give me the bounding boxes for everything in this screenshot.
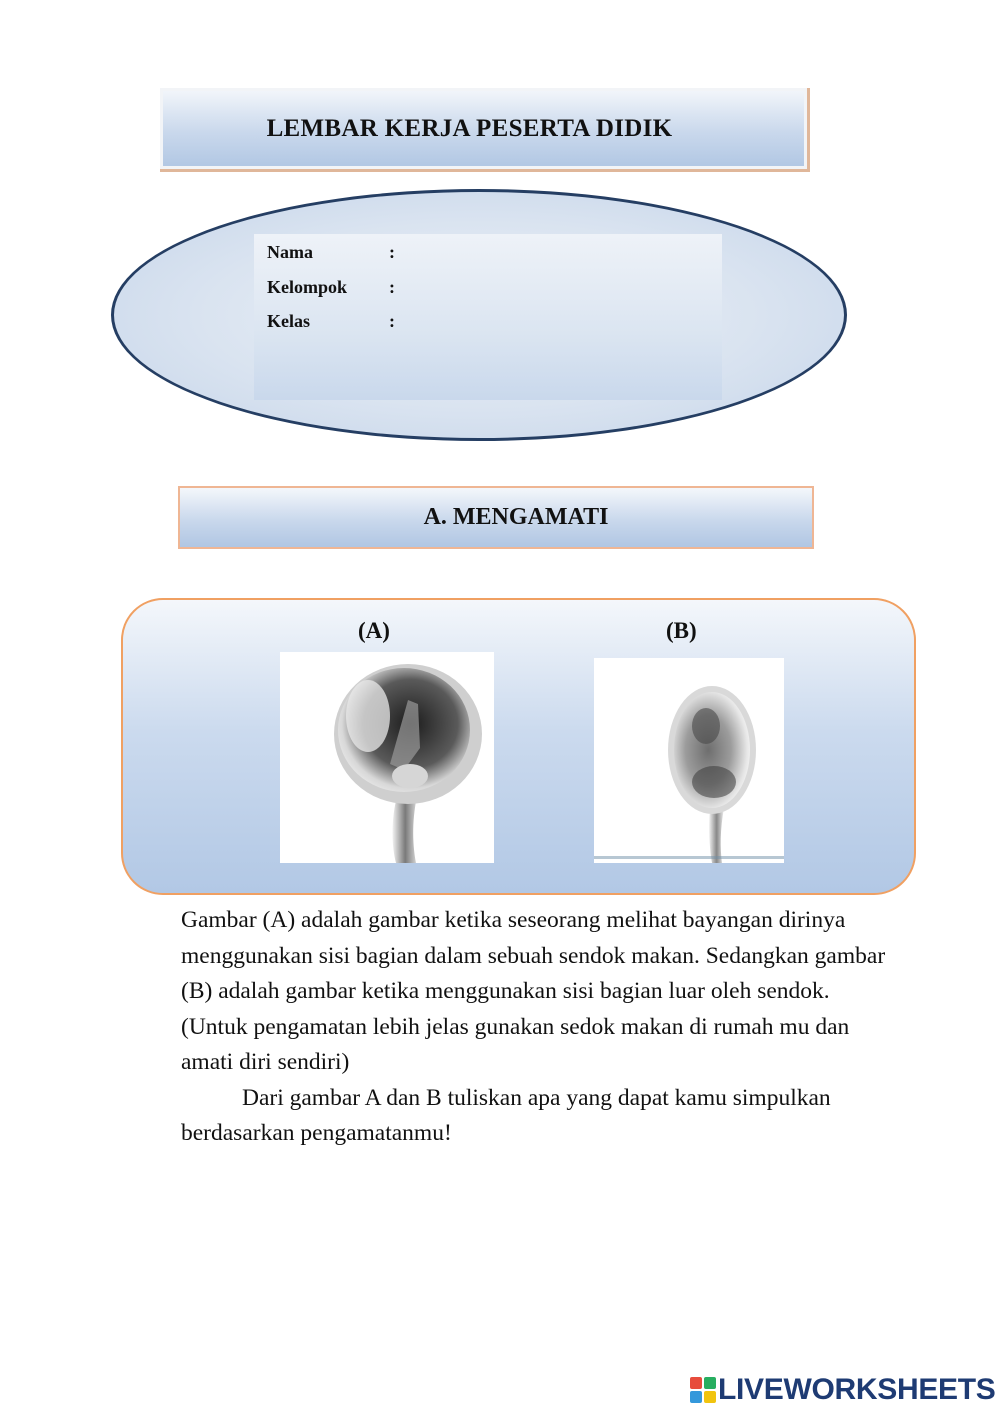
field-separator: : (389, 242, 395, 262)
field-label: Kelas (267, 311, 310, 331)
figure-panel (121, 598, 916, 895)
brand-tiles-icon (690, 1377, 716, 1403)
instruction-paragraph: Dari gambar A dan B tuliskan apa yang dapat kamu simpulkan berdasarkan pengamatanmu! (181, 1084, 831, 1146)
liveworksheets-logo (690, 1372, 996, 1408)
identity-row-nama (267, 242, 395, 263)
section-title: A. MENGAMATI (423, 504, 609, 530)
brand-tile (704, 1377, 716, 1389)
identity-row-kelompok (267, 277, 395, 298)
brand-tile (690, 1377, 702, 1389)
brand-tile (704, 1391, 716, 1403)
field-separator: : (389, 277, 395, 297)
field-separator: : (389, 311, 395, 331)
brand-tile (690, 1391, 702, 1403)
section-banner (178, 486, 814, 549)
worksheet-title-banner (160, 88, 810, 172)
identity-row-kelas (267, 311, 395, 332)
field-label: Kelompok (267, 277, 348, 297)
spoon-convex-icon (594, 658, 784, 863)
body-text (181, 903, 901, 1152)
identity-form (254, 234, 722, 400)
description-paragraph: Gambar (A) adalah gambar ketika seseorang melihat bayangan dirinya menggunakan sisi bagian dalam sebuah sendok makan. Sedangkan gambar (B) adalah gambar ketika menggunakan sisi bagian luar oleh sendok. (Untuk pengamatan lebih jelas gunakan sedok makan di rumah mu dan amati diri sendiri) (181, 907, 886, 1075)
field-label: Nama (267, 242, 313, 262)
brand-name: LIVEWORKSHEETS (718, 1373, 996, 1406)
figure-a-label: (A) (358, 618, 390, 643)
spoon-concave-icon (280, 652, 494, 863)
figure-b-label: (B) (666, 618, 697, 643)
worksheet-title: LEMBAR KERJA PESERTA DIDIK (266, 114, 673, 142)
